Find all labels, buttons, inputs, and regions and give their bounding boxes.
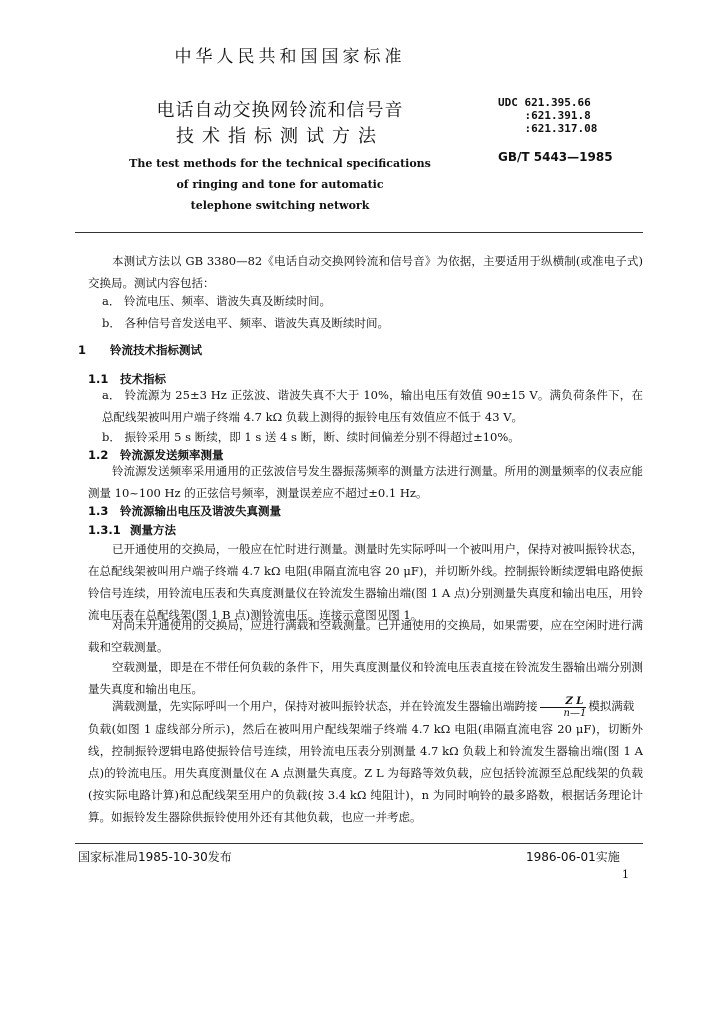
section-number: 1.3 (88, 504, 109, 518)
udc-line-2: :621.391.8 (498, 109, 591, 122)
english-title-line-2: of ringing and tone for automatic (176, 178, 384, 191)
spec-item-b: b． 振铃采用 5 s 断续，即 1 s 送 4 s 断，断、续时间偏差分别不得超过±10%。 (102, 430, 520, 444)
issue-date: 国家标准局1985-10-30发布 (78, 850, 232, 864)
fraction-denominator: n—1 (563, 707, 587, 719)
section-1-3-1-heading (88, 522, 176, 538)
intro-item-a: a． 铃流电压、频率、谐波失真及断续时间。 (102, 294, 332, 308)
section-1-3-heading (88, 503, 281, 519)
standard-number: GB/T 5443—1985 (498, 150, 613, 164)
header-divider (75, 232, 643, 233)
issuing-authority: 中华人民共和国国家标准 (174, 47, 406, 67)
udc-classification (498, 96, 597, 135)
section-title: 测量方法 (130, 523, 176, 537)
section-title: 铃流源发送频率测量 (120, 448, 224, 462)
fraction-zl-over-n-1 (540, 696, 587, 719)
measurement-paragraph-1: 已开通使用的交换局，一般应在忙时进行测量。测量时先实际呼叫一个被叫用户，保持对被叫振铃状态，在总配线架被叫用户端子终端 4.7 kΩ 电阻(串隔直流电容 20 μF)，并切断外线。控制振铃断续逻辑电路使振铃信号连续，用铃流电压表和失真度测量仪在铃流发生器输出端(图 1 A 点)分别测量失真度和输出电压，用铃流电压表在总配线架(图 1 B 点)测铃流电压。连接示意图见图 1。 (88, 542, 643, 622)
english-title-line-1: The test methods for the technical specifications (129, 157, 431, 170)
section-title: 铃流技术指标测试 (110, 343, 202, 357)
udc-line-1: UDC 621.395.66 (498, 96, 591, 109)
measurement-paragraph-2: 对尚未开通使用的交换局，应进行满载和空载测量。已开通使用的交换局，如果需要，应在空闲时进行满载和空载测量。 (88, 618, 643, 654)
intro-paragraph: 本测试方法以 GB 3380—82《电话自动交换网铃流和信号音》为依据，主要适用于纵横制(或准电子式)交换局。测试内容包括： (88, 254, 643, 290)
section-1-heading (78, 342, 202, 358)
english-title-line-3: telephone switching network (190, 199, 370, 212)
section-1-2-body: 铃流源发送频率采用通用的正弦波信号发生器振荡频率的测量方法进行测量。所用的测量频率的仪表应能测量 10~100 Hz 的正弦信号频率，测量误差应不超过±0.1 Hz。 (88, 464, 643, 500)
standard-title-line-1: 电话自动交换网铃流和信号音 (156, 100, 404, 121)
standard-title-line-2: 技术指标测试方法 (176, 126, 384, 147)
fraction-numerator: Z L (540, 696, 587, 708)
section-title: 铃流源输出电压及谐波失真测量 (120, 504, 281, 518)
measurement-paragraph-3: 空载测量，即是在不带任何负载的条件下，用失真度测量仪和铃流电压表直接在铃流发生器输出端分别测量失真度和输出电压。 (88, 660, 643, 696)
spec-item-a: a． 铃流源为 25±3 Hz 正弦波、谐波失真不大于 10%，输出电压有效值 90±15 V。满负荷条件下，在总配线架被叫用户端子终端 4.7 kΩ 负载上测得的振铃电压有效值应不低于 43 V。 (102, 388, 643, 424)
section-number: 1.3.1 (88, 523, 121, 537)
section-number: 1.1 (88, 372, 109, 386)
footer-divider (75, 843, 643, 844)
measurement-paragraph-4-lead (88, 694, 643, 719)
udc-line-3: :621.317.08 (498, 122, 598, 135)
section-title: 技术指标 (120, 372, 166, 386)
paragraph-text: 满载测量，先实际呼叫一个用户，保持对被叫振铃状态，并在铃流发生器输出端跨接 (112, 699, 538, 713)
paragraph-text: 模拟满载 (588, 699, 635, 713)
section-number: 1.2 (88, 448, 109, 462)
section-number: 1 (78, 343, 87, 357)
page-number: 1 (622, 868, 629, 881)
effective-date: 1986-06-01实施 (526, 850, 620, 864)
measurement-paragraph-4-body: 负载(如图 1 虚线部分所示)，然后在被叫用户配线架端子终端 4.7 kΩ 电阻(串隔直流电容 20 μF)，切断外线，控制振铃逻辑电路使振铃信号连续，用铃流电压表分别测量 4.7 kΩ 负载上和铃流发生器输出端(图 1 A 点)的铃流电压。用失真度测量仪在 A 点测量失真度。Z L 为每路等效负载，应包括铃流源至总配线架的负载(按实际电路计算)和总配线架至用户的负载(按 3.4 kΩ 纯阻计)，n 为同时响铃的最多路数，根据话务理论计算。如振铃发生器除供振铃使用外还有其他负载，也应一并考虑。 (88, 722, 643, 824)
intro-item-b: b． 各种信号音发送电平、频率、谐波失真及断续时间。 (102, 316, 390, 330)
